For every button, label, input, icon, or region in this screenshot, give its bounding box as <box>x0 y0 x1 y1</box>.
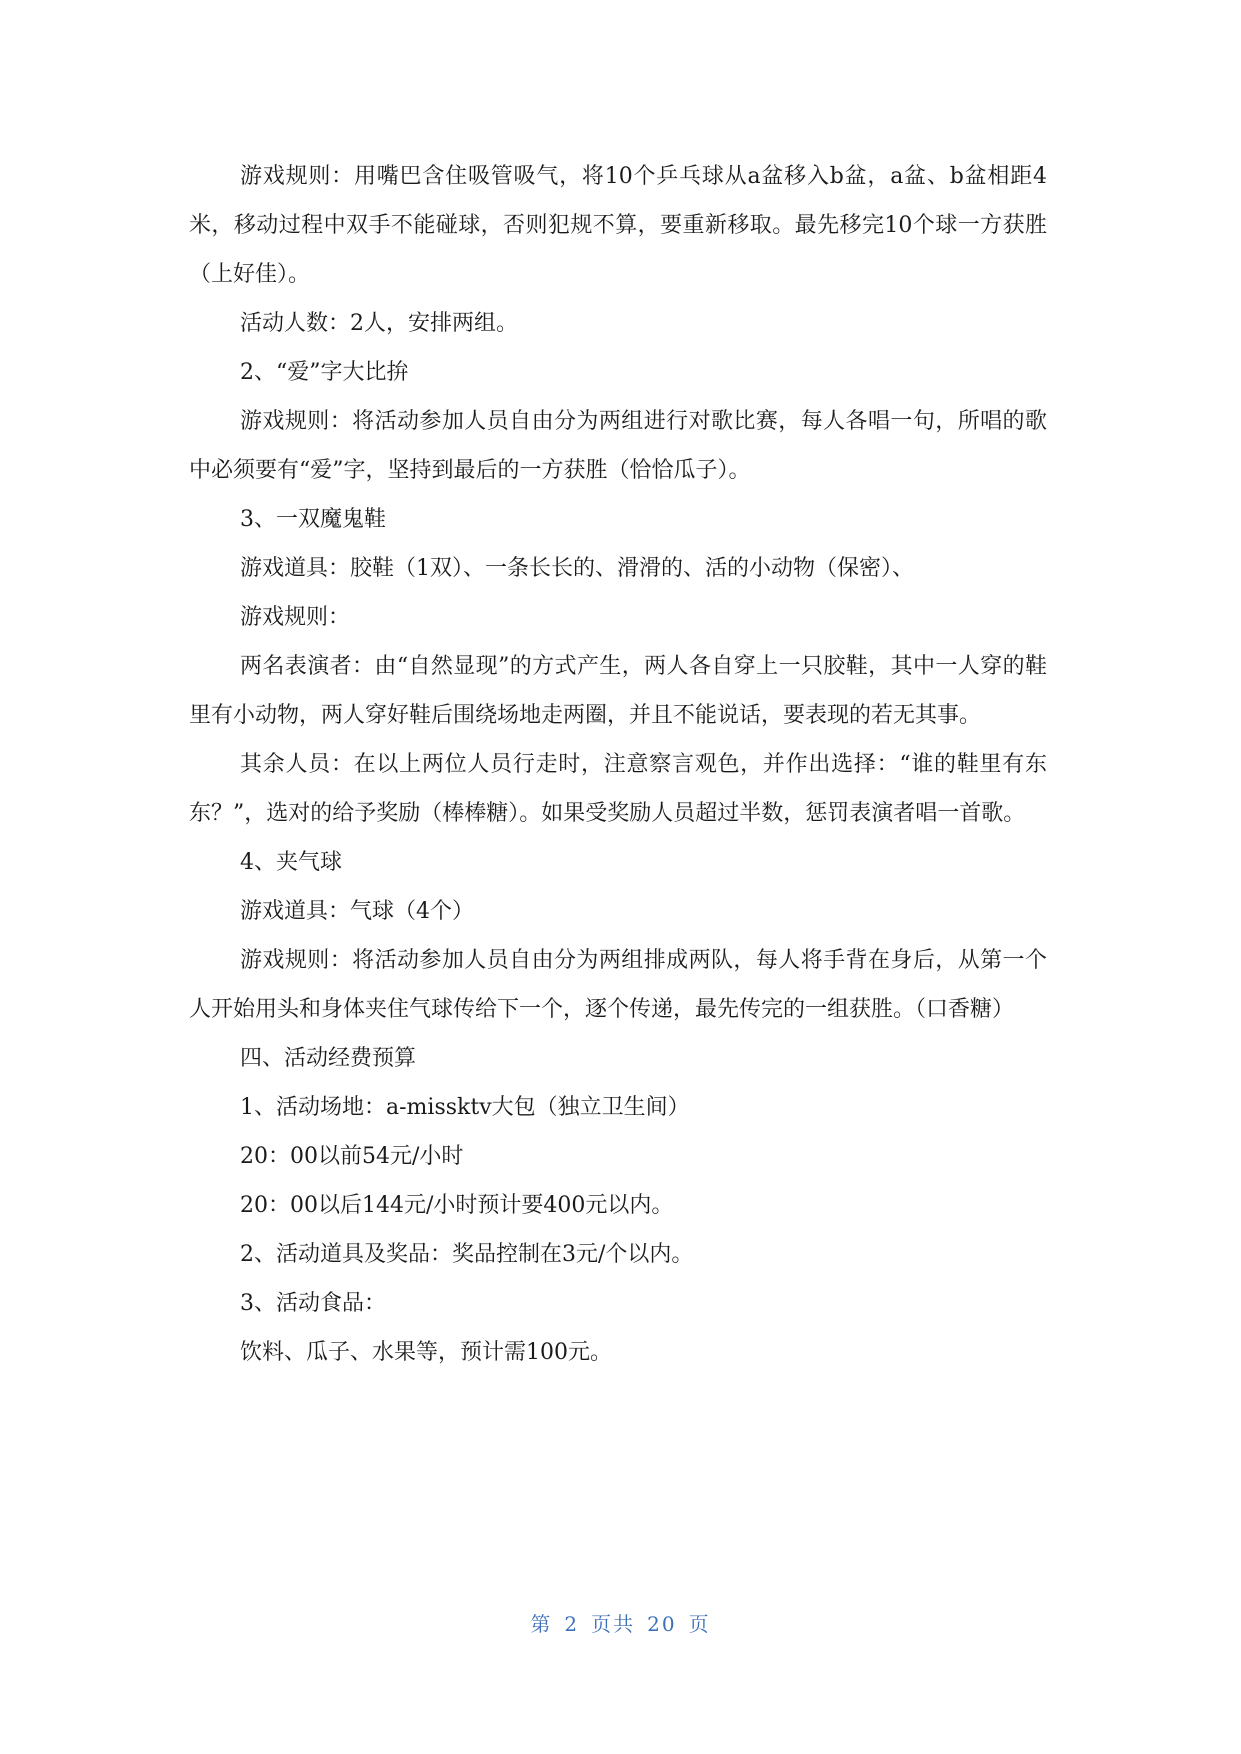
document-body <box>189 152 1047 1377</box>
heading-budget: 四、活动经费预算 <box>240 1046 417 1071</box>
paragraph-game-rules-love: 游戏规则：将活动参加人员自由分为两组进行对歌比赛，每人各唱一句，所唱的歌中必须要有“爱”字，坚持到最后的一方获胜（恰恰瓜子）。 <box>189 409 1047 483</box>
paragraph-game-rules-balloon: 游戏规则：将活动参加人员自由分为两组排成两队，每人将手背在身后，从第一个人开始用头和身体夹住气球传给下一个，逐个传递，最先传完的一组获胜。（口香糖） <box>189 948 1047 1022</box>
paragraph-rules-label: 游戏规则： <box>240 605 351 630</box>
paragraph-others: 其余人员：在以上两位人员行走时，注意察言观色，并作出选择：“谁的鞋里有东东？”，选对的给予奖励（棒棒糖）。如果受奖励人员超过半数，惩罚表演者唱一首歌。 <box>189 752 1047 826</box>
paragraph-food-label: 3、活动食品： <box>240 1291 386 1316</box>
heading-balloon: 4、夹气球 <box>240 850 342 875</box>
paragraph-food-detail: 饮料、瓜子、水果等，预计需100元。 <box>240 1340 612 1365</box>
paragraph-game-rules-straw: 游戏规则：用嘴巴含住吸管吸气，将10个乒乓球从a盆移入b盆，a盆、b盆相距4米，移动过程中双手不能碰球，否则犯规不算，要重新移取。最先移完10个球一方获胜（上好佳）。 <box>189 164 1047 287</box>
heading-magic-shoes: 3、一双魔鬼鞋 <box>240 507 386 532</box>
paragraph-price-after: 20：00以后144元/小时预计要400元以内。 <box>240 1193 674 1218</box>
footer-suffix: 页 <box>688 1612 711 1636</box>
page-footer <box>0 1608 1241 1637</box>
paragraph-performers: 两名表演者：由“自然显现”的方式产生，两人各自穿上一只胶鞋，其中一人穿的鞋里有小动物，两人穿好鞋后围绕场地走两圈，并且不能说话，要表现的若无其事。 <box>189 654 1047 728</box>
footer-middle: 页共 <box>591 1612 636 1636</box>
paragraph-participants: 活动人数：2人，安排两组。 <box>240 311 518 336</box>
footer-prefix: 第 <box>530 1612 553 1636</box>
paragraph-props-shoes: 游戏道具：胶鞋（1双）、一条长长的、滑滑的、活的小动物（保密）、 <box>240 556 914 581</box>
footer-page-number: 2 <box>564 1612 580 1636</box>
paragraph-venue: 1、活动场地：a-missktv大包（独立卫生间） <box>240 1095 690 1120</box>
heading-love-contest: 2、“爱”字大比拚 <box>240 360 409 385</box>
paragraph-props-prizes: 2、活动道具及奖品：奖品控制在3元/个以内。 <box>240 1242 694 1267</box>
footer-total-pages: 20 <box>647 1612 677 1636</box>
paragraph-props-balloon: 游戏道具：气球（4个） <box>240 899 474 924</box>
paragraph-price-before: 20：00以前54元/小时 <box>240 1144 464 1169</box>
